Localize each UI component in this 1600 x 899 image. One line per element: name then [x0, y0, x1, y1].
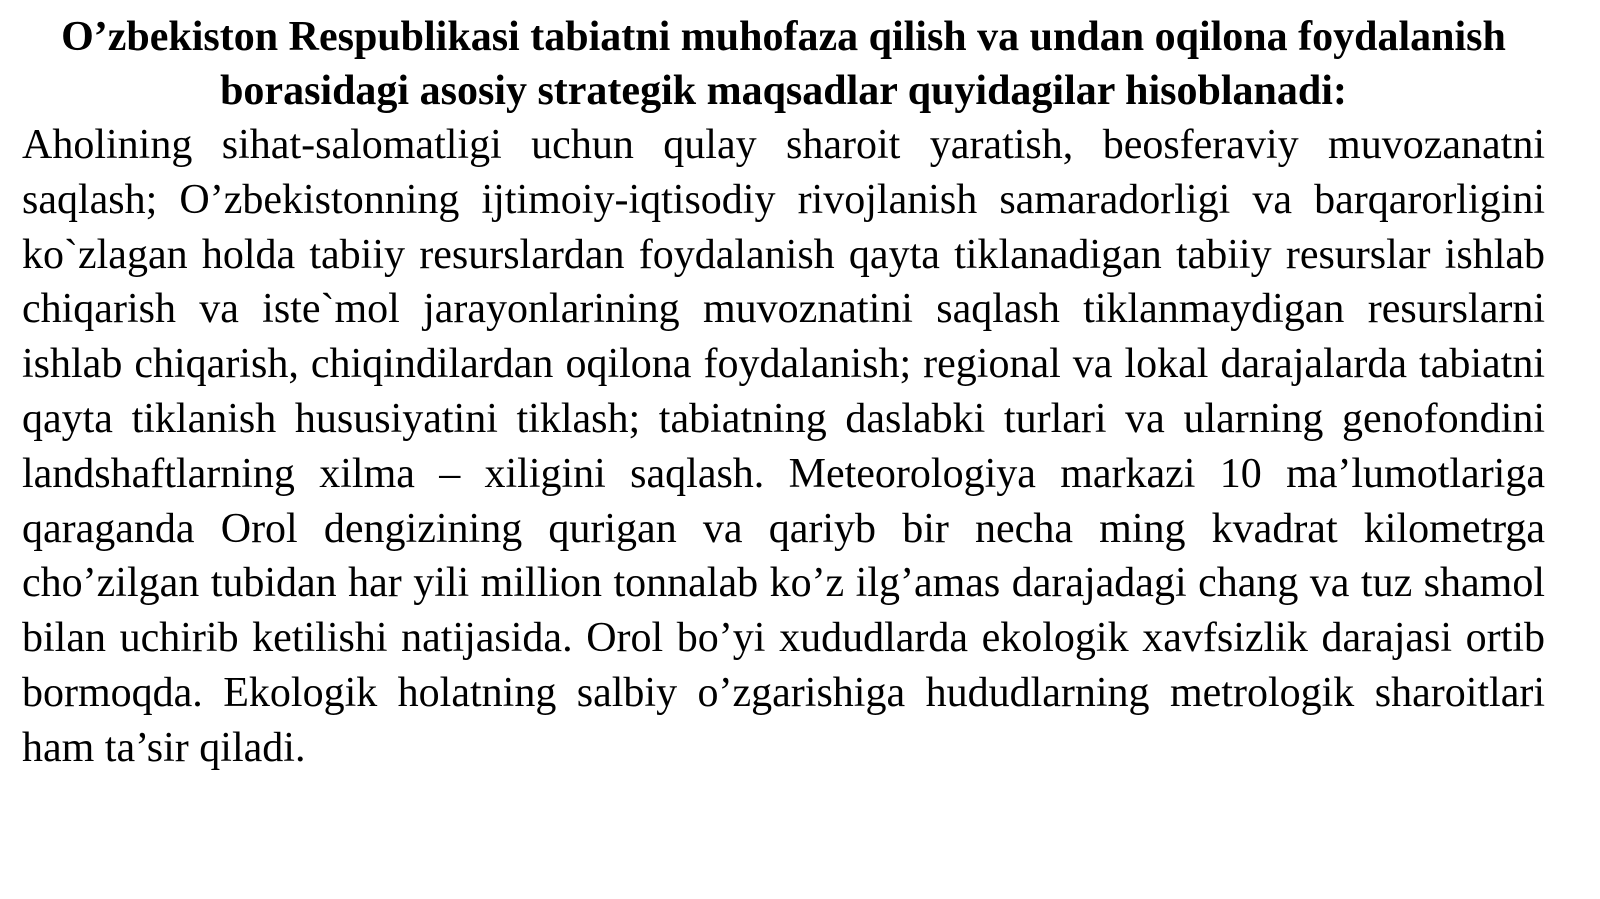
- document-title: O’zbekiston Respublikasi tabiatni muhofaza qilish va undan oqilona foydalanish borasidagi asosiy strategik maqsadlar quyidagilar hisoblanadi:: [61, 14, 1506, 114]
- document-body-paragraph: Aholining sihat-salomatligi uchun qulay sharoit yaratish, beosferaviy muvozanatni saqlash; O’zbekistonning ijtimoiy-iqtisodiy rivojlanish samaradorligi va barqarorligini ko`zlagan holda tabiiy resurslardan foydalanish qayta tiklanadigan tabiiy resurslar ishlab chiqarish va iste`mol jarayonlarining muvoznatini saqlash tiklanmaydigan resurslarni ishlab chiqarish, chiqindilardan oqilona foydalanish; regional va lokal darajalarda tabiatni qayta tiklanish hususiyatini tiklash; tabiatning daslabki turlari va ularning genofondini landshaftlarning xilma – xiligini saqlash. Meteorologiya markazi 10 ma’lumotlariga qaraganda Orol dengizining qurigan va qariyb bir necha ming kvadrat kilometrga cho’zilgan tubidan har yili million tonnalab ko’z ilg’amas darajadagi chang va tuz shamol bilan uchirib ketilishi natijasida. Orol bo’yi xududlarda ekologik xavfsizlik darajasi ortib bormoqda. Ekologik holatning salbiy o’zgarishiga hududlarning metrologik sharoitlari ham ta’sir qiladi.: [22, 122, 1545, 771]
- document-page: [22, 10, 1545, 776]
